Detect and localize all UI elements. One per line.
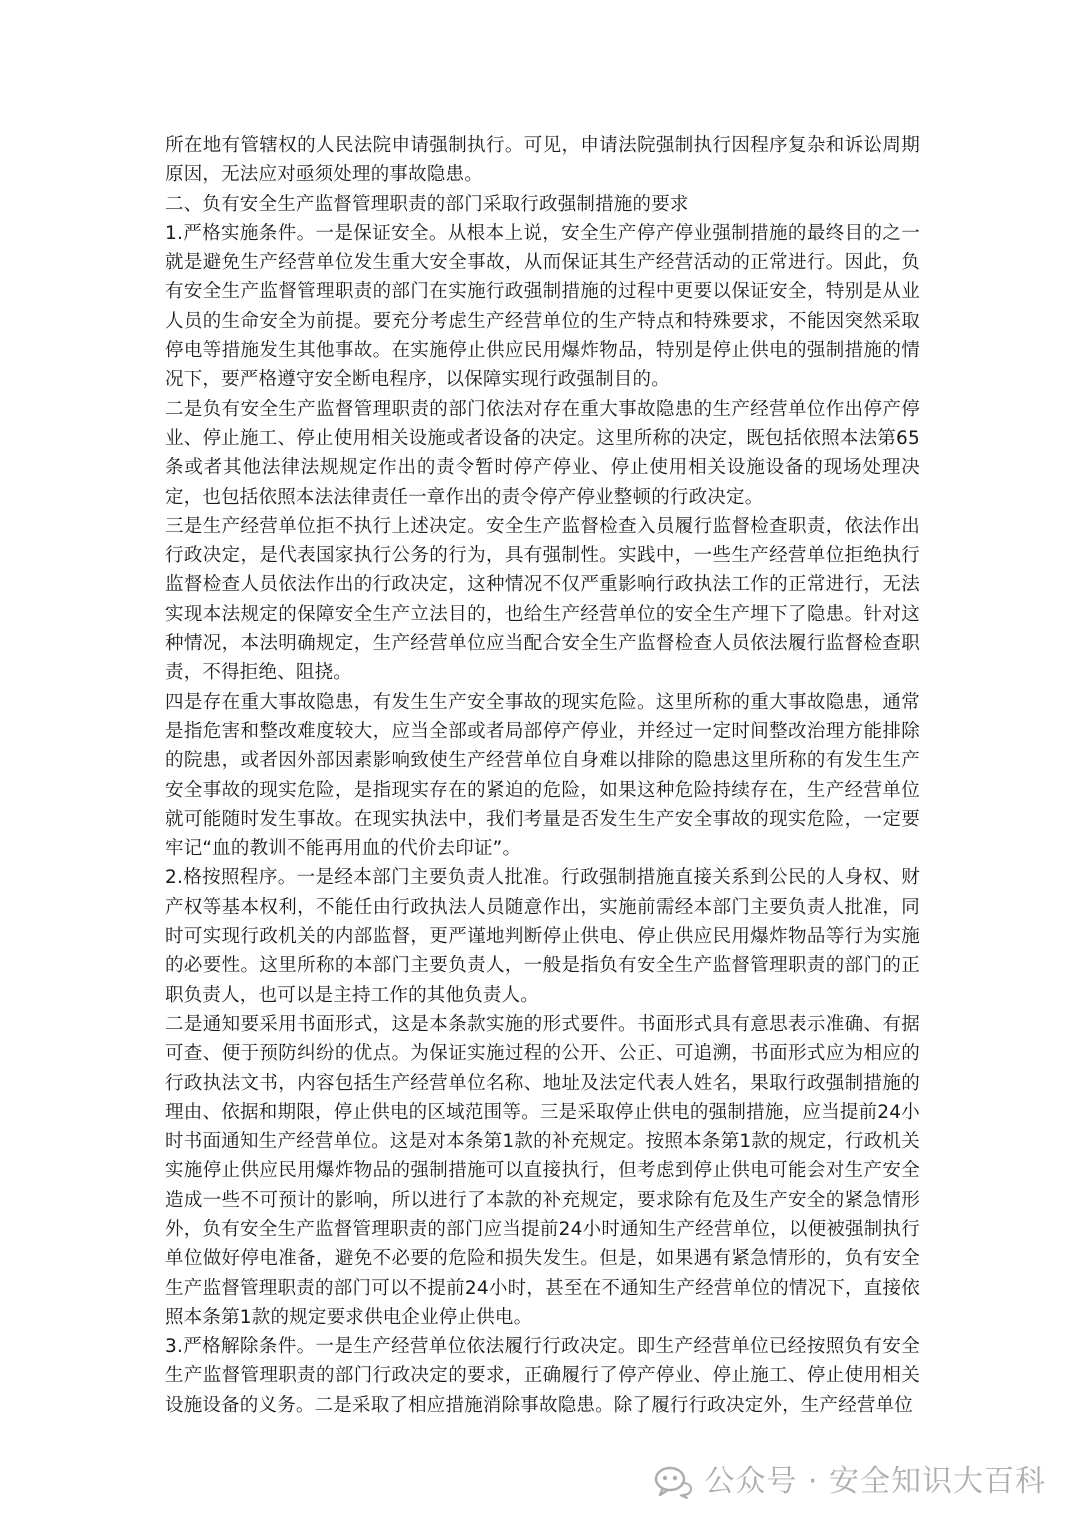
paragraph-written-notice: 二是通知要采用书面形式，这是本条款实施的形式要件。书面形式具有意思表示准确、有据可查、便于预防纠纷的优点。为保证实施过程的公开、公正、可追溯，书面形式应为相应的行政执法文书，内容包括生产经营单位名称、地址及法定代表人姓名，果取行政强制措施的理由、依据和期限，停止供电的区域范围等。三是采取停止供电的强制措施，应当提前24小时书面通知生产经营单位。这是对本条第1款的补充规定。按照本条第1款的规定，行政机关实施停止供应民用爆炸物品的强制措施可以直接执行，但考虑到停止供电可能会对生产安全造成一些不可预计的影响，所以进行了本款的补充规定，要求除有危及生产安全的紧急情形外，负有安全生产监督管理职责的部门应当提前24小时通知生产经营单位，以便被强制执行单位做好停电准备，避免不必要的危险和损失发生。但是，如果遇有紧急情形的，负有安全生产监督管理职责的部门可以不提前24小时，甚至在不通知生产经营单位的情况下，直接依照本条第1款的规定要求供电企业停止供电。	[165, 1013, 920, 1328]
paragraph-condition-four: 四是存在重大事故隐患，有发生生产安全事故的现实危险。这里所称的重大事故隐患，通常是指危害和整改难度较大，应当全部或者局部停产停业，并经过一定时间整改治理方能排除的院患，或者因外部因素影响致使生产经营单位自身难以排除的隐患这里所称的有发生生产安全事故的现实危险，是指现实存在的紧迫的危险，如果这种危险持续存在，生产经营单位就可能随时发生事故。在现实执法中，我们考量是否发生生产安全事故的现实危险，一定要牢记“血的教训不能再用血的代价去印证”。	[165, 691, 920, 860]
section-heading: 二、负有安全生产监督管理职责的部门采取行政强制措施的要求	[165, 193, 689, 215]
paragraph-procedure: 2.格按照程序。一是经本部门主要负责人批准。行政强制措施直接关系到公民的人身权、财产权等基本权利，不能任由行政执法人员随意作出，实施前需经本部门主要负责人批准，同时可实现行政机关的内部监督，更严谨地判断停止供电、停止供应民用爆炸物品等行为实施的必要性。这里所称的本部门主要负责人，一般是指负有安全生产监督管理职责的部门的正职负责人，也可以是主持工作的其他负责人。	[165, 867, 920, 1006]
paragraph-strict-conditions: 1.严格实施条件。一是保证安全。从根本上说，安全生产停产停业强制措施的最终目的之一就是避免生产经营单位发生重大安全事故，从而保证其生产经营活动的正常进行。因此，负有安全生产监督管理职责的部门在实施行政强制措施的过程中更要以保证安全，特别是从业人员的生命安全为前提。要充分考虑生产经营单位的生产特点和特殊要求，不能因突然采取停电等措施发生其他事故。在实施停止供应民用爆炸物品，特别是停止供电的强制措施的情况下，要严格遵守安全断电程序，以保障实现行政强制目的。	[165, 222, 920, 391]
paragraph-lifting-conditions: 3.严格解除条件。一是生产经营单位依法履行行政决定。即生产经营单位已经按照负有安全生产监督管理职责的部门行政决定的要求，正确履行了停产停业、停止施工、停止使用相关设施设备的义务。二是采取了相应措施消除事故隐患。除了履行行政决定外，生产经营单位	[165, 1336, 920, 1416]
paragraph-condition-two: 二是负有安全生产监督管理职责的部门依法对存在重大事故隐患的生产经营单位作出停产停业、停止施工、停止使用相关设施或者设备的决定。这里所称的决定，既包括依照本法第65条或者其他法律法规规定作出的责令暂时停产停业、停止使用相关设施设备的现场处理决定，也包括依照本法法律责任一章作出的责令停产停业整顿的行政决定。	[165, 398, 920, 508]
watermark-text: 公众号 · 安全知识大百科	[704, 1464, 1046, 1499]
paragraph-condition-three: 三是生产经营单位拒不执行上述决定。安全生产监督检查入员履行监督检查职责，依法作出行政决定，是代表国家执行公务的行为，具有强制性。实践中，一些生产经营单位拒绝执行监督检查人员依法作出的行政决定，这种情况不仅严重影响行政执法工作的正常进行，无法实现本法规定的保障安全生产立法目的，也给生产经营单位的安全生产埋下了隐患。针对这种情况，本法明确规定，生产经营单位应当配合安全生产监督检查人员依法履行监督检查职责，不得拒绝、阻挠。	[165, 515, 920, 684]
paragraph-continuation: 所在地有管辖权的人民法院申请强制执行。可见，申请法院强制执行因程序复杂和诉讼周期原因，无法应对亟须处理的事故隐患。	[165, 135, 920, 186]
wechat-official-account-icon	[654, 1465, 694, 1499]
watermark	[654, 1462, 1046, 1502]
document-body	[165, 131, 920, 1420]
